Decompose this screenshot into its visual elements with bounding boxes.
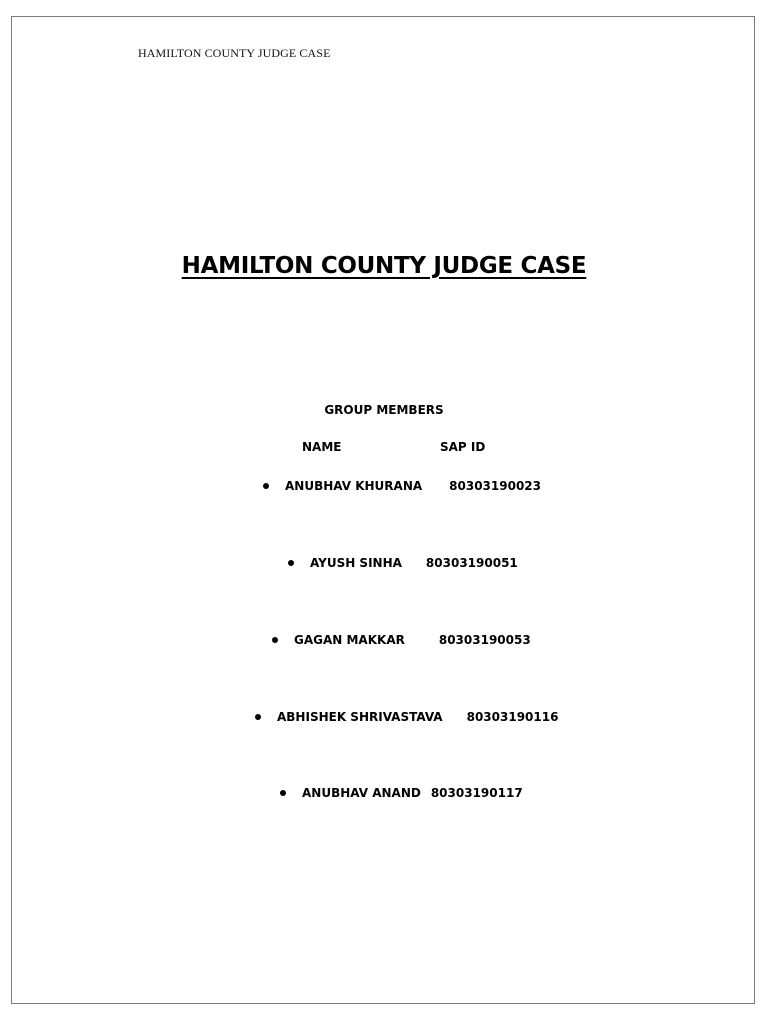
member-sap-id: 80303190023 bbox=[449, 479, 542, 493]
member-sap-id: 80303190051 bbox=[425, 556, 518, 570]
name-column-header: NAME bbox=[302, 440, 342, 454]
member-sap-id: 80303190117 bbox=[430, 786, 523, 800]
bullet-icon bbox=[272, 637, 278, 643]
member-name: AYUSH SINHA bbox=[310, 556, 402, 570]
member-name: GAGAN MAKKAR bbox=[294, 633, 405, 647]
member-list-item bbox=[272, 633, 531, 647]
bullet-icon bbox=[280, 790, 286, 796]
bullet-icon bbox=[263, 483, 269, 489]
group-members-heading: GROUP MEMBERS bbox=[324, 403, 444, 417]
sap-id-column-header: SAP ID bbox=[440, 440, 486, 454]
member-sap-id: 80303190053 bbox=[438, 633, 531, 647]
member-name: ANUBHAV KHURANA bbox=[285, 479, 423, 493]
member-list-item bbox=[263, 479, 541, 493]
bullet-icon bbox=[288, 560, 294, 566]
member-list-item bbox=[255, 710, 558, 724]
member-list-item bbox=[288, 556, 518, 570]
member-name: ANUBHAV ANAND bbox=[302, 786, 421, 800]
member-list-item bbox=[280, 786, 523, 800]
member-name: ABHISHEK SHRIVASTAVA bbox=[277, 710, 443, 724]
member-sap-id: 80303190116 bbox=[466, 710, 559, 724]
running-header: HAMILTON COUNTY JUDGE CASE bbox=[138, 46, 331, 60]
document-title: HAMILTON COUNTY JUDGE CASE bbox=[181, 253, 587, 279]
document-page bbox=[11, 16, 755, 1004]
bullet-icon bbox=[255, 714, 261, 720]
